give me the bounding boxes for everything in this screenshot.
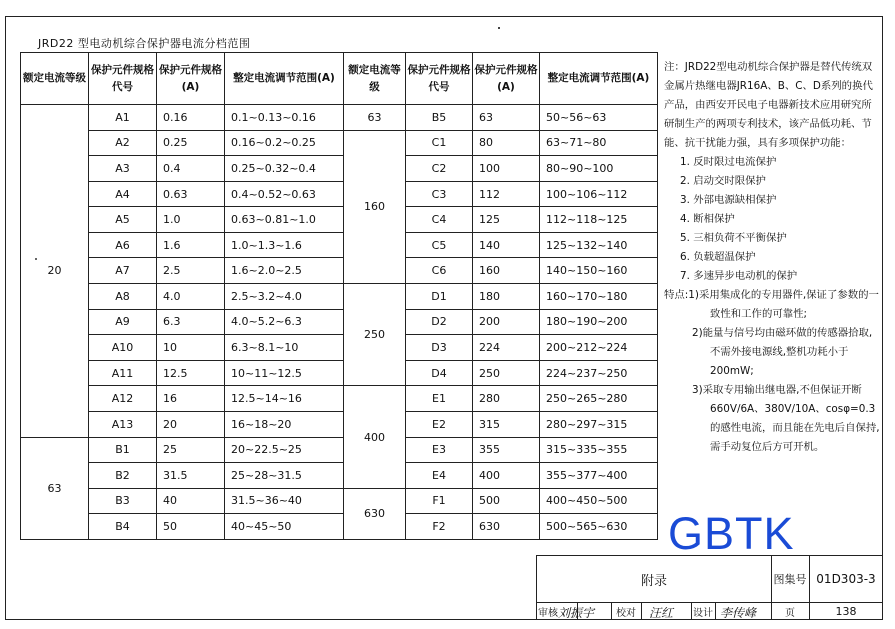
setting-range-cell: 112~118~125 — [540, 207, 658, 233]
element-code-cell: A12 — [89, 386, 157, 412]
function-item: 4. 断相保护 — [680, 213, 735, 225]
element-code-cell: A9 — [89, 309, 157, 335]
element-code-cell: A10 — [89, 335, 157, 361]
feature-item — [664, 324, 882, 381]
setting-range-cell: 4.0~5.2~6.3 — [225, 309, 344, 335]
rated-current-grade-cell: 400 — [344, 386, 406, 488]
element-code-cell: A8 — [89, 284, 157, 310]
function-item: 6. 负载超温保护 — [680, 251, 756, 263]
element-rating-cell: 0.16 — [157, 105, 225, 131]
table-row — [21, 181, 658, 207]
setting-range-cell: 125~132~140 — [540, 232, 658, 258]
setting-range-cell: 224~237~250 — [540, 360, 658, 386]
element-rating-cell: 12.5 — [157, 360, 225, 386]
setting-range-cell: 16~18~20 — [225, 411, 344, 437]
rated-current-grade-cell: 63 — [21, 437, 89, 539]
element-rating-cell: 250 — [473, 360, 540, 386]
element-rating-cell: 1.6 — [157, 232, 225, 258]
setting-range-cell: 31.5~36~40 — [225, 488, 344, 514]
table-row — [21, 207, 658, 233]
setting-range-cell: 1.6~2.0~2.5 — [225, 258, 344, 284]
setting-range-cell: 500~565~630 — [540, 514, 658, 540]
element-code-cell: A6 — [89, 232, 157, 258]
table-row — [21, 156, 658, 182]
element-rating-cell: 112 — [473, 181, 540, 207]
element-code-cell: A4 — [89, 181, 157, 207]
element-rating-cell: 0.25 — [157, 130, 225, 156]
setting-range-cell: 200~212~224 — [540, 335, 658, 361]
element-rating-cell: 20 — [157, 411, 225, 437]
table-title: JRD22 型电动机综合保护器电流分档范围 — [38, 37, 251, 50]
setting-range-cell: 250~265~280 — [540, 386, 658, 412]
element-rating-cell: 4.0 — [157, 284, 225, 310]
element-code-cell: A11 — [89, 360, 157, 386]
table-header-row — [21, 53, 658, 105]
element-code-cell: E1 — [406, 386, 473, 412]
element-code-cell: A2 — [89, 130, 157, 156]
setting-range-cell: 0.16~0.2~0.25 — [225, 130, 344, 156]
element-code-cell: A7 — [89, 258, 157, 284]
table-row — [21, 437, 658, 463]
table-row — [21, 360, 658, 386]
table-row — [21, 411, 658, 437]
rated-current-grade-cell: 160 — [344, 130, 406, 283]
table-row — [21, 309, 658, 335]
element-rating-cell: 10 — [157, 335, 225, 361]
feature-text: 1)采用集成化的专用器件,保证了参数的一致性和工作的可靠性; — [688, 289, 879, 320]
rated-current-grade-cell: 20 — [21, 105, 89, 438]
element-rating-cell: 630 — [473, 514, 540, 540]
header-cell: 整定电流调节范围(A) — [540, 53, 658, 105]
table-row — [21, 258, 658, 284]
element-code-cell: B3 — [89, 488, 157, 514]
rated-current-grade-cell: 63 — [344, 105, 406, 131]
setting-range-cell: 160~170~180 — [540, 284, 658, 310]
element-rating-cell: 180 — [473, 284, 540, 310]
element-code-cell: C2 — [406, 156, 473, 182]
element-rating-cell: 25 — [157, 437, 225, 463]
table-row — [21, 514, 658, 540]
features-label: 特点: — [664, 289, 689, 301]
rated-current-grade-cell: 630 — [344, 488, 406, 539]
element-rating-cell: 355 — [473, 437, 540, 463]
function-item: 5. 三相负荷不平衡保护 — [680, 232, 787, 244]
table-row — [21, 232, 658, 258]
setting-range-cell: 180~190~200 — [540, 309, 658, 335]
notes-panel — [664, 58, 882, 457]
element-code-cell: B4 — [89, 514, 157, 540]
setting-range-cell: 355~377~400 — [540, 463, 658, 489]
element-code-cell: C6 — [406, 258, 473, 284]
element-rating-cell: 80 — [473, 130, 540, 156]
feature-list — [664, 286, 882, 457]
drawing-name: 附录 — [640, 573, 667, 589]
setting-range-cell: 140~150~160 — [540, 258, 658, 284]
element-rating-cell: 1.0 — [157, 207, 225, 233]
function-item: 3. 外部电源缺相保护 — [680, 194, 777, 206]
setting-range-cell: 40~45~50 — [225, 514, 344, 540]
element-code-cell: C3 — [406, 181, 473, 207]
table-row — [21, 488, 658, 514]
element-rating-cell: 0.4 — [157, 156, 225, 182]
element-rating-cell: 2.5 — [157, 258, 225, 284]
element-code-cell: A3 — [89, 156, 157, 182]
element-code-cell: B5 — [406, 105, 473, 131]
element-rating-cell: 31.5 — [157, 463, 225, 489]
header-cell: 整定电流调节范围(A) — [225, 53, 344, 105]
element-rating-cell: 125 — [473, 207, 540, 233]
setting-range-cell: 0.1~0.13~0.16 — [225, 105, 344, 131]
setting-range-cell: 0.4~0.52~0.63 — [225, 181, 344, 207]
function-item: 2. 启动交时限保护 — [680, 175, 766, 187]
table-row — [21, 335, 658, 361]
page-label: 页 — [785, 607, 795, 619]
element-code-cell: C4 — [406, 207, 473, 233]
setting-range-cell: 400~450~500 — [540, 488, 658, 514]
tb-divider — [715, 602, 716, 620]
setting-range-cell: 80~90~100 — [540, 156, 658, 182]
element-code-cell: D2 — [406, 309, 473, 335]
header-cell: 保护元件规格(A) — [473, 53, 540, 105]
element-rating-cell: 315 — [473, 411, 540, 437]
element-code-cell: B2 — [89, 463, 157, 489]
element-code-cell: E3 — [406, 437, 473, 463]
element-rating-cell: 140 — [473, 232, 540, 258]
element-code-cell: F1 — [406, 488, 473, 514]
setting-range-cell: 280~297~315 — [540, 411, 658, 437]
setting-range-cell: 6.3~8.1~10 — [225, 335, 344, 361]
watermark: GBTK — [668, 508, 795, 559]
function-item: 7. 多速异步电动机的保护 — [680, 270, 798, 282]
element-code-cell: D4 — [406, 360, 473, 386]
header-cell: 保护元件规格代号 — [406, 53, 473, 105]
design-label: 设计 — [693, 607, 713, 619]
element-rating-cell: 500 — [473, 488, 540, 514]
setting-range-cell: 1.0~1.3~1.6 — [225, 232, 344, 258]
title-block — [536, 555, 883, 620]
element-code-cell: C5 — [406, 232, 473, 258]
feature-text: 3)采取专用输出继电器,不但保证开断660V/6A、380V/10A、cosφ=0.3的感性电流，而且能在先电后自保持,需手动复位后方可开机。 — [692, 384, 880, 453]
element-rating-cell: 280 — [473, 386, 540, 412]
check-label: 校对 — [616, 607, 636, 619]
atlas-number: 01D303-3 — [816, 572, 876, 586]
scan-speck — [498, 27, 500, 29]
table-row — [21, 463, 658, 489]
setting-range-cell: 50~56~63 — [540, 105, 658, 131]
element-code-cell: C1 — [406, 130, 473, 156]
tb-divider — [641, 602, 642, 620]
element-code-cell: F2 — [406, 514, 473, 540]
function-item: 1. 反时限过电流保护 — [680, 156, 777, 168]
table-row — [21, 105, 658, 131]
setting-range-cell: 25~28~31.5 — [225, 463, 344, 489]
element-code-cell: A1 — [89, 105, 157, 131]
table-row — [21, 284, 658, 310]
setting-range-cell: 63~71~80 — [540, 130, 658, 156]
setting-range-cell: 315~335~355 — [540, 437, 658, 463]
element-rating-cell: 400 — [473, 463, 540, 489]
review-label: 审核 — [538, 607, 558, 619]
setting-range-cell: 12.5~14~16 — [225, 386, 344, 412]
page-number: 138 — [835, 604, 857, 618]
setting-range-cell: 10~11~12.5 — [225, 360, 344, 386]
element-code-cell: E2 — [406, 411, 473, 437]
table-row — [21, 130, 658, 156]
design-signature: 李传峰 — [720, 606, 757, 620]
feature-item — [664, 381, 882, 457]
atlas-label: 图集号 — [773, 573, 807, 586]
header-cell: 保护元件规格代号 — [89, 53, 157, 105]
element-rating-cell: 0.63 — [157, 181, 225, 207]
element-rating-cell: 16 — [157, 386, 225, 412]
element-rating-cell: 50 — [157, 514, 225, 540]
element-rating-cell: 40 — [157, 488, 225, 514]
element-rating-cell: 224 — [473, 335, 540, 361]
element-code-cell: D1 — [406, 284, 473, 310]
notes-intro: 注：JRD22型电动机综合保护器是替代传统双金属片热继电器JR16A、B、C、D系列的换代产品，由西安开民电子电器新技术应用研究所研制生产的两项专利技术，该产品低功耗、节能、抗干扰能力强，具有多项保护功能： — [664, 61, 873, 149]
review-signature: 刘振宇 — [558, 606, 595, 620]
setting-range-cell: 0.63~0.81~1.0 — [225, 207, 344, 233]
setting-range-cell: 0.25~0.32~0.4 — [225, 156, 344, 182]
element-code-cell: D3 — [406, 335, 473, 361]
header-cell: 保护元件规格(A) — [157, 53, 225, 105]
check-signature: 汪红 — [649, 606, 674, 620]
header-cell: 额定电流等级 — [21, 53, 89, 105]
setting-range-cell: 2.5~3.2~4.0 — [225, 284, 344, 310]
feature-item — [664, 286, 882, 324]
element-rating-cell: 100 — [473, 156, 540, 182]
setting-range-cell: 100~106~112 — [540, 181, 658, 207]
header-cell: 额定电流等级 — [344, 53, 406, 105]
function-list — [664, 153, 882, 286]
feature-text: 2)能量与信号均由磁环做的传感器拾取,不需外接电源线,整机功耗小于200mW; — [692, 327, 873, 377]
current-range-table — [20, 52, 658, 540]
table-row — [21, 386, 658, 412]
rated-current-grade-cell: 250 — [344, 284, 406, 386]
element-code-cell: A13 — [89, 411, 157, 437]
element-code-cell: E4 — [406, 463, 473, 489]
element-rating-cell: 160 — [473, 258, 540, 284]
element-code-cell: A5 — [89, 207, 157, 233]
element-rating-cell: 200 — [473, 309, 540, 335]
element-rating-cell: 63 — [473, 105, 540, 131]
element-rating-cell: 6.3 — [157, 309, 225, 335]
setting-range-cell: 20~22.5~25 — [225, 437, 344, 463]
element-code-cell: B1 — [89, 437, 157, 463]
